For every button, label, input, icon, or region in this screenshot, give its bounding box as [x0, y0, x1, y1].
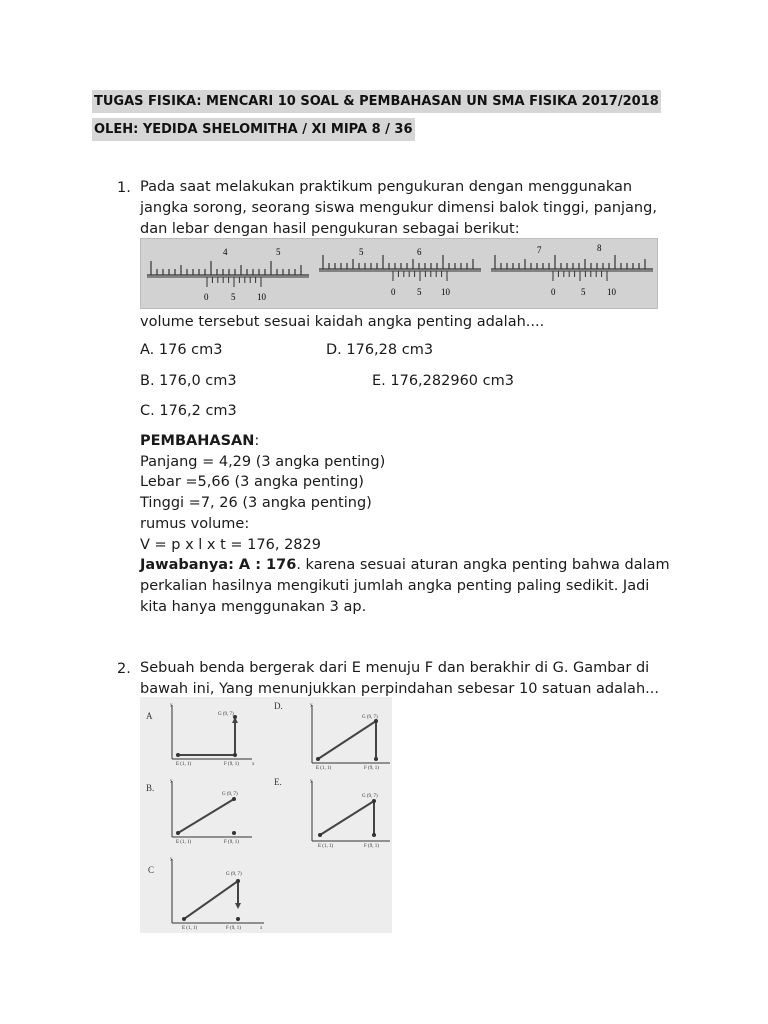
caliper-reading-1 — [141, 239, 313, 308]
graph-option-a — [146, 703, 255, 767]
point-f-label: F (9, 1) — [364, 844, 379, 849]
point-g-label: G (9, 7) — [222, 792, 238, 797]
point-g-label: G (9, 7) — [218, 712, 234, 717]
caliper-reading-2 — [313, 239, 485, 308]
main-scale-label: 8 — [597, 243, 602, 253]
discussion-line: Panjang = 4,29 (3 angka penting) — [140, 454, 386, 470]
y-axis-label: y — [170, 857, 173, 862]
question-2-line-2: bawah ini, Yang menunjukkan perpindahan sebesar 10 satuan adalah... — [140, 681, 659, 697]
author-line: OLEH: YEDIDA SHELOMITHA / XI MIPA 8 / 36 — [92, 118, 415, 141]
question-1-line-3: dan lebar dengan hasil pengukuran sebagai berikut: — [140, 221, 520, 237]
y-axis-label: y — [170, 703, 173, 708]
main-scale-label: 4 — [223, 247, 228, 257]
x-axis-label: x — [260, 926, 263, 931]
vernier-scale-label: 10 — [607, 287, 616, 297]
point-g-label: G (9, 7) — [226, 872, 242, 877]
discussion-line: V = p x l x t = 176, 2829 — [140, 537, 321, 553]
vernier-scale-label: 5 — [417, 287, 422, 297]
graph-label: D. — [274, 701, 283, 711]
point-e-label: E (1, 1) — [316, 766, 332, 771]
graph-label: E. — [274, 777, 282, 787]
vernier-scale-label: 0 — [204, 292, 209, 302]
discussion-heading: PEMBAHASAN: — [140, 433, 260, 449]
graph-label: A — [146, 711, 153, 721]
caliper-reading-3 — [485, 239, 657, 308]
graph-option-d — [274, 701, 390, 771]
point-g-label: G (9, 7) — [362, 715, 378, 720]
discussion-line: Lebar =5,66 (3 angka penting) — [140, 474, 364, 490]
graph-option-b — [146, 779, 252, 845]
option-d: D. 176,28 cm3 — [326, 342, 434, 358]
option-a: A. 176 cm3 — [140, 342, 223, 358]
y-axis-label: y — [310, 779, 313, 784]
vernier-scale-label: 5 — [231, 292, 236, 302]
x-axis-label: x — [252, 762, 255, 767]
point-f-label: F (9, 1) — [224, 762, 239, 767]
point-g-label: G (9, 7) — [362, 794, 378, 799]
vernier-scale-label: 10 — [257, 292, 266, 302]
question-2-line-1: Sebuah benda bergerak dari E menuju F dan berakhir di G. Gambar di — [140, 660, 650, 676]
vernier-scale-label: 10 — [441, 287, 450, 297]
discussion-line: Tinggi =7, 26 (3 angka penting) — [140, 495, 372, 511]
vernier-scale-label: 5 — [581, 287, 586, 297]
main-scale-label: 6 — [417, 247, 422, 257]
y-axis-label: y — [310, 703, 313, 708]
vernier-scale-label: 0 — [391, 287, 396, 297]
main-scale-label: 5 — [359, 247, 364, 257]
answer-line: Jawabanya: A : 176. karena sesuai aturan angka penting bahwa dalam — [140, 557, 670, 573]
vernier-scale-label: 0 — [551, 287, 556, 297]
question-1-line-2: jangka sorong, seorang siswa mengukur dimensi balok tinggi, panjang, — [140, 200, 657, 216]
point-e-label: E (1, 1) — [318, 844, 334, 849]
question-1-line-1: Pada saat melakukan praktikum pengukuran dengan menggunakan — [140, 179, 633, 195]
question-1-number: 1. — [117, 180, 131, 196]
question-1-prompt: volume tersebut sesuai kaidah angka penting adalah.... — [140, 314, 545, 330]
point-f-label: F (9, 1) — [226, 926, 241, 931]
point-e-label: E (1, 1) — [182, 926, 198, 931]
caliper-readings — [140, 238, 658, 309]
option-c: C. 176,2 cm3 — [140, 403, 237, 419]
question-2-number: 2. — [117, 661, 131, 677]
document-title: TUGAS FISIKA: MENCARI 10 SOAL & PEMBAHASAN UN SMA FISIKA 2017/2018 — [92, 90, 661, 113]
graph-option-c — [148, 857, 264, 931]
point-e-label: E (1, 1) — [176, 840, 192, 845]
option-b: B. 176,0 cm3 — [140, 373, 237, 389]
displacement-graph-options — [140, 697, 392, 933]
graph-label: B. — [146, 783, 155, 793]
point-e-label: E (1, 1) — [176, 762, 192, 767]
point-f-label: F (9, 1) — [224, 840, 239, 845]
point-f-label: F (9, 1) — [364, 766, 379, 771]
discussion-line: rumus volume: — [140, 516, 250, 532]
answer-line: perkalian hasilnya mengikuti jumlah angka penting paling sedikit. Jadi — [140, 578, 650, 594]
y-axis-label: y — [170, 779, 173, 784]
graph-option-e — [274, 777, 390, 849]
main-scale-label: 5 — [276, 247, 281, 257]
main-scale-label: 7 — [537, 245, 542, 255]
answer-line: kita hanya menggunakan 3 ap. — [140, 599, 367, 615]
option-e: E. 176,282960 cm3 — [372, 373, 514, 389]
graph-label: C — [148, 865, 155, 875]
